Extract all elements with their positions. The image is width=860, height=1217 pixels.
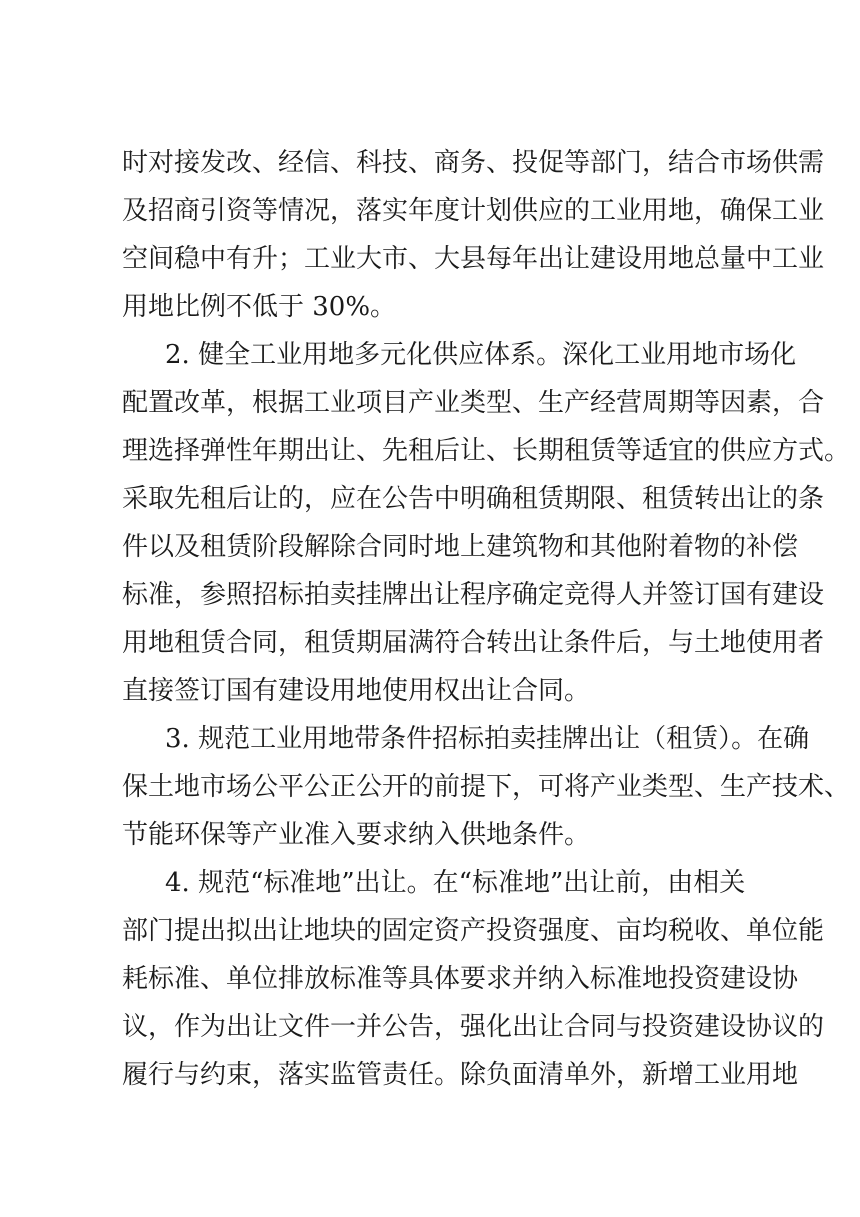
text-line: 部门提出拟出让地块的固定资产投资强度、亩均税收、单位能 [122,916,825,946]
text-line: 履行与约束，落实监管责任。除负面清单外，新增工业用地 [122,1060,799,1090]
text-line: 件以及租赁阶段解除合同时地上建筑物和其他附着物的补偿 [122,532,799,562]
paragraph-heading-3: 3. 规范工业用地带条件招标拍卖挂牌出让（租赁）。在确 [165,724,810,754]
text-line: 用地租赁合同，租赁期届满符合转出让条件后，与土地使用者 [122,628,825,658]
text-line: 保土地市场公平公正公开的前提下，可将产业类型、生产技术、 [122,772,851,802]
text-line: 及招商引资等情况，落实年度计划供应的工业用地，确保工业 [122,196,825,226]
text-line: 标准，参照招标拍卖挂牌出让程序确定竞得人并签订国有建设 [122,580,825,610]
text-line: 议，作为出让文件一并公告，强化出让合同与投资建设协议的 [122,1012,825,1042]
text-line: 理选择弹性年期出让、先租后让、长期租赁等适宜的供应方式。 [122,436,851,466]
text-line: 配置改革，根据工业项目产业类型、生产经营周期等因素，合 [122,388,825,418]
text-line: 直接签订国有建设用地使用权出让合同。 [122,676,591,706]
text-line: 用地比例不低于 30%。 [122,292,397,322]
paragraph-heading-2: 2. 健全工业用地多元化供应体系。深化工业用地市场化 [165,340,797,370]
text-line: 耗标准、单位排放标准等具体要求并纳入标准地投资建设协 [122,964,799,994]
text-line: 节能环保等产业准入要求纳入供地条件。 [122,820,591,850]
text-line: 空间稳中有升；工业大市、大县每年出让建设用地总量中工业 [122,244,825,274]
paragraph-heading-4: 4. 规范“标准地”出让。在“标准地”出让前，由相关 [165,868,746,898]
text-line: 时对接发改、经信、科技、商务、投促等部门，结合市场供需 [122,148,825,178]
text-line: 采取先租后让的，应在公告中明确租赁期限、租赁转出让的条 [122,484,825,514]
